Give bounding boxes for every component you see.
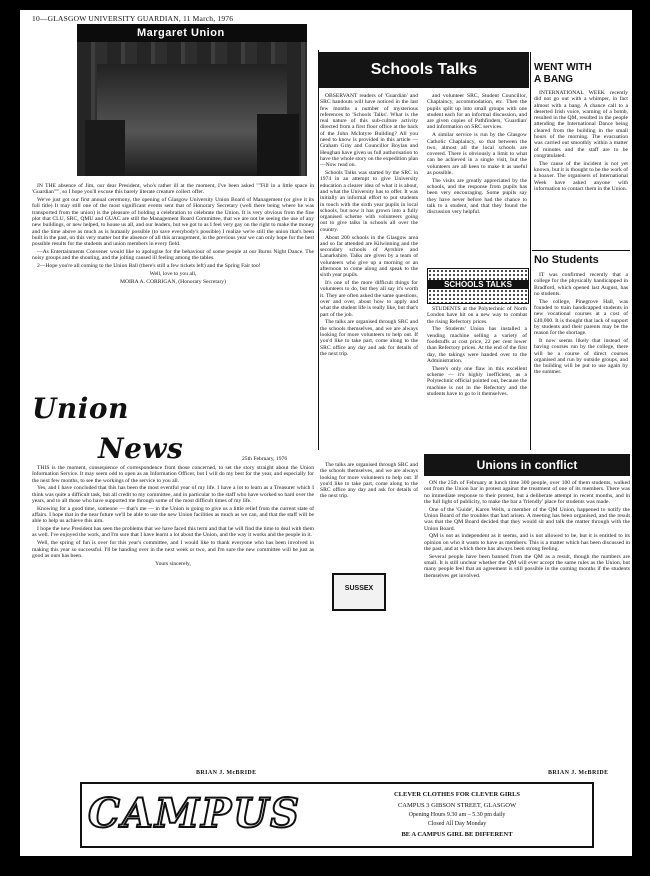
column-rule	[530, 52, 531, 450]
newspaper-page	[20, 10, 632, 856]
union-news-paragraph: Yours sincerely,	[155, 560, 191, 567]
went-bang-title-line1: WENT WITH	[534, 62, 592, 73]
union-news-signature: BRIAN J. McBRIDE	[196, 770, 257, 776]
schools-talks-title: Schools Talks	[370, 61, 478, 78]
union-news-paragraph: I hope the new President has seen the problems that we have faced this term and that he will find the time to deal with them as well. I've enjoyed the work, and I'm sure that I have learnt a lot about the Union, and the way it works and the people in it.	[32, 526, 314, 539]
schools-talks-paragraph: A similar service is run by the Glasgow Catholic Chaplaincy, so that between the two, almost all the local schools are covered. There is obviously a limit to what can be achieved in a single visit, but the volunteers are all keen to make it as useful as possible.	[427, 132, 527, 177]
no-students-article	[534, 272, 628, 452]
no-students-paragraph: It now seems likely that instead of having courses run by the college, there will be a course of direct courses organised and run by outside groups, and the building will be put to use again by the summer.	[534, 337, 628, 376]
poly-paragraph: STUDENTS at the Polytechnic of North London have hit on a new way to combat the rising Refectory prices.	[427, 306, 527, 325]
schools-talks-logo	[427, 268, 529, 304]
letter-paragraph: 2—Hope you're all coming to the Union Ball (there's still a few tickets left) and the Spring Fair too!	[37, 263, 261, 270]
schools-talks-paragraph: OBSERVANT readers of 'Guardian' and SRC handouts will have noticed in the last few months a number of mysterious references to 'Schools Talks'. What is the real nature of this sub-culture activity directed from a first floor office at the back of the John McIntyre Building? All you need to know is provided in this article — Graham Gray and Councillor Boylan and Heughan have given us full authorisation to have the whole story on the expedition plan—Now read on.	[320, 93, 418, 169]
campus-ad-line1: CLEVER CLOTHES FOR CLEVER GIRLS	[393, 791, 521, 798]
union-news-article	[32, 465, 314, 765]
unions-conflict-title: Unions in conflict	[476, 458, 578, 472]
sussex-stamp	[332, 573, 386, 611]
campus-ad-line2: CAMPUS 3 GIBSON STREET, GLASGOW	[397, 802, 517, 809]
union-news-paragraph: THIS is the moment, consequence of correspondence from those concerned, to set the story straight about the Union Information Service. It may seem odd to open as an Information Officer, but I will do my best for the year, and especially for the next few months, to see the workings of the service to you all.	[32, 465, 314, 484]
unions-conflict-paragraph: Several people have been banned from the QM as a result, though the numbers are small. It is still unclear whether the QM will ever accept the same rules as the Union, but many people feel that an agreement is still possible in the coming months if the students themselves get involved.	[424, 553, 630, 579]
no-students-paragraph: The college, Pinegrove Hall, was founded to train handicapped students in new vocational courses at a cost of £40,000. It is thought that lack of support by students and their parents may be the reason for the shortage.	[534, 298, 628, 337]
schools-talks-paragraph: About 200 schools in the Glasgow area and so far attended are Kilwinning and the secondary schools of Ayrshire and Lanarkshire. Talks are given by a team of volunteers who give up a morning or an afternoon to come along and speak to the sixth year pupils.	[320, 234, 418, 279]
section-rule	[532, 250, 630, 251]
went-bang-article	[534, 90, 628, 246]
poly-article	[427, 306, 527, 452]
letter-paragraph: IN THE absence of Jim, our dear President, who's rather ill at the moment, I've been asked ""Fill in a little space in 'Guardian'"", so I hope you'll excuse this barely literate creature collect offer.	[32, 183, 314, 196]
letter-paragraph: Well, love to you all,	[149, 270, 197, 277]
photo-sign: Margaret Union	[137, 27, 225, 39]
schools-talks-column-2	[427, 93, 527, 263]
schools-talks-paragraph: The talks are organised through SRC and the schools themselves, and we are always looking for more volunteers to help out. If you'd like to take part, come along to the SRC office any day and ask for details of the next trip.	[320, 319, 418, 357]
campus-logo: CAMPUS	[88, 790, 301, 837]
unions-conflict-paragraph: ON the 25th of February at lunch time 300 people, over 100 of them students, walked out from the Union bar in protest against the treatment of one of its members. There was no immediate response to their protest, but a deliberate attempt in recent months, and in the full light of publicity, to make the bar a 'friendly' place for students was made.	[424, 480, 630, 505]
letter-article	[32, 183, 314, 378]
poly-paragraph: There's only one flaw in this excellent scheme — it's highly inefficient, as a Polytechnic official pointed out, because the machine is not in the Refectory and the students have to go to it themselves.	[427, 365, 527, 397]
schools-talks-paragraph: It's one of the more difficult things for volunteers to do, but they all say it's worth it. They are often asked the same questions, over and over, about how to apply and what the student life is really like, but that's part of the job.	[320, 280, 418, 318]
unions-conflict-signature: BRIAN J. McBRIDE	[548, 770, 609, 776]
union-news-title-union: Union	[32, 392, 129, 425]
schools-talks-paragraph: Schools Talks was started by the SRC in 1974 in an attempt to give University education a clearer idea of what it is about, and what the University has to offer. It was initially an informal effort to put students in touch with the sixth year pupils in local schools, but now it has grown into a fully organised scheme with volunteers going out to give talks in schools all over the country.	[320, 170, 418, 233]
union-photo	[77, 24, 307, 176]
unions-conflict-header	[424, 454, 630, 476]
union-news-paragraph: Knowing for a good time, someone — that's me — in the Union is going to give us a little relief from the current state of affairs. I hope that in the near future we'll be able to use the new Union facilities as much as we can, and that the staff will be able to help us achieve this aim.	[32, 505, 314, 525]
unions-conflict-article	[424, 480, 630, 768]
schools-talks-column-1	[320, 93, 418, 459]
column-rule	[318, 50, 319, 450]
union-news-title-news: News	[98, 432, 184, 465]
unions-conflict-paragraph: One of the 'Guide', Karen Wells, a member of the QM Union, happened to notify the Union Board of the troubles that had arisen. A meeting has been organised, and the result was that the QM Board decided that they would sit and talk the matter through with the Union Board.	[424, 506, 630, 532]
schools-talks-logo-text: SCHOOLS TALKS	[428, 280, 528, 289]
campus-ad-line3: Opening Hours 9.30 am – 5.30 pm daily	[408, 812, 506, 818]
no-students-paragraph: IT was confirmed recently that a college for the physically handicapped in Bradford, which opened last August, has no students.	[534, 272, 628, 297]
went-bang-paragraph: INTERNATIONAL WEEK recently did not go out with a whimper, in fact almost with a bang. A chance call to a deserted Irish voice, warning of a bomb, resulted in the QM, resulted in the people attending the International Dance being cleared from the building in the small hours of the morning. The evacuation was carried out smoothly within a matter of minutes and the staff are to be congratulated.	[534, 90, 628, 159]
union-news-date: 25th February, 1976	[242, 456, 288, 462]
campus-ad-line5: BE A CAMPUS GIRL BE DIFFERENT	[401, 831, 513, 838]
campus-ad-line4: Closed All Day Monday	[427, 821, 487, 827]
schools-talks-header	[319, 52, 529, 88]
page-header: 10—GLASGOW UNIVERSITY GUARDIAN, 11 March, 1976	[32, 14, 234, 23]
no-students-title: No Students	[534, 254, 599, 266]
schools-talks-paragraph: The visits are greatly appreciated by the schools, and the response from pupils has been very encouraging. Some pupils say they have never before had the chance to talk to a student, and that they found the discussion very helpful.	[427, 177, 527, 216]
campus-advert	[80, 782, 594, 848]
schools-talks-paragraph: and volunteer SRC, Student Councillor, Chaplaincy, accommodation, etc. Then the pupils split up into small groups with one student each for an informal discussion, and are given copies of Pathfinders, 'Guardian' and information on SRC services.	[427, 93, 527, 131]
letter-signature: MOIRA A. CORRIGAN, (Honorary Secretary)	[120, 278, 226, 285]
went-bang-title-line2: A BANG	[534, 74, 574, 85]
letter-paragraph: We've just got our first annual ceremony, the opening of Glasgow University Union Board of Management (or give it its full title) It may still one of the most significant events sent that of Honorary Secretary (well there being where he was transported from the union) is the pleasure of holding a celebration to celebrate the Union. It is very obvious from the fine plot that CLU, SRC, QMU and GUAC are still the Management Board Committee, that we are not be seeing the use of any new buildings, or new helped, to house us all, and our leaders, but we got to as I feel very gay on the right to make the money and the time above as much as is humanly possible (to save everybody's possible) I realize we're still the union that's been built in the past, on this very matter but the absence of all this arrangement, in the previous year we can only hope for the best possible results for the students and union members in every field.	[32, 197, 314, 248]
went-bang-paragraph: The cause of the incident is not yet known, but it is thought to be the work of a hoaxer. The organisers of International Week have asked anyone with information to contact them in the Union.	[534, 160, 628, 192]
schools-talks-paragraph: The talks are organised through SRC and the schools themselves, and we are always looking for more volunteers to help out. If you'd like to take part, come along to the SRC office any day and ask for details of the next trip.	[320, 462, 418, 500]
poly-paragraph: The Students' Union has installed a vending machine selling a variety of foodstuffs at cost price, 22 per cent lower than Refectory prices. At the end of the first day, the takings were handed over to the Administration.	[427, 326, 527, 364]
unions-conflict-paragraph: QM is not as independent as it seems, and is not allowed to be, but it is entitled to its opinion on who it wants to have as members. This is a matter which has been discussed in the past, and at which there has always been strong feeling.	[424, 533, 630, 552]
schools-talks-continued	[320, 462, 418, 570]
sussex-text: SUSSEX	[344, 585, 374, 592]
union-news-paragraph: Well, the spring of fun is over for this year's committee, and I would like to thank everyone who has been involved in making this year so successful. I'll be handing over in the next week or two, and I'm sure the new committee will be just as good as ours has been.	[32, 540, 314, 559]
union-news-paragraph: Yes, and I have concluded that this has been the most eventful year of my life. I have a lot to learn as a Treasurer which I think was quite a difficult task, but all credit to my committee, and in particular to the staff who have worked so hard over the years, and to all those who have supported me through some of the most difficult times of my life.	[32, 485, 314, 504]
letter-paragraph: —As Entertainments Convener would like to apologise for the behaviour of some people at our Burns Night Dance. The noisy groups and the shouting, and the jolting caused ill feeling among the tables.	[32, 248, 314, 262]
